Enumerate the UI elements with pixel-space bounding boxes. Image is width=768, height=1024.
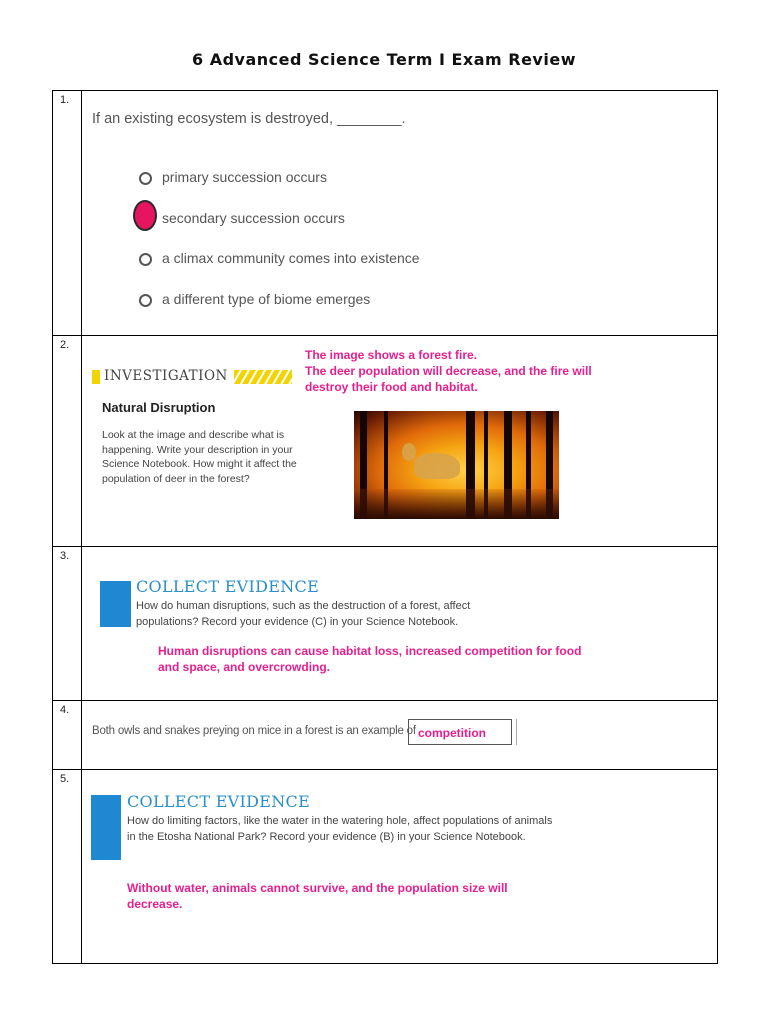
- radio-button[interactable]: [139, 253, 152, 266]
- forest-fire-image: [354, 411, 559, 519]
- question-number: 1.: [60, 94, 70, 106]
- option-label: primary succession occurs: [162, 169, 327, 185]
- question-number: 4.: [60, 704, 70, 716]
- page-title: 6 Advanced Science Term I Exam Review: [192, 50, 576, 69]
- radio-button[interactable]: [139, 172, 152, 185]
- yellow-stripe-icon: [92, 370, 100, 384]
- blue-accent-bar: [100, 581, 131, 627]
- question-row-5: [53, 770, 718, 964]
- question-row-2: [53, 336, 718, 547]
- hatched-stripe-icon: [234, 370, 292, 384]
- collect-evidence-text: How do human disruptions, such as the destruction of a forest, affect populations? Record your evidence (C) in your Science Notebook.: [136, 600, 471, 628]
- collect-evidence-text: How do limiting factors, like the water in the watering hole, affect populations of animals in the Etosha National Park? Record your evidence (B) in your Science Notebook.: [127, 815, 553, 843]
- question-2-content: [82, 336, 718, 547]
- collect-evidence-heading: COLLECT EVIDENCE: [136, 577, 320, 596]
- option-label: a climax community comes into existence: [162, 250, 420, 266]
- question-4-text: Both owls and snakes preying on mice in a forest is an example of: [92, 725, 416, 737]
- answer-line: The deer population will decrease, and the fire will destroy their food and habitat.: [305, 364, 592, 394]
- option-label: secondary succession occurs: [162, 209, 345, 226]
- question-1-content: [82, 91, 718, 336]
- blue-accent-bar: [91, 795, 121, 860]
- radio-button-selected[interactable]: [133, 200, 157, 231]
- answer-input-box[interactable]: [408, 719, 512, 745]
- investigation-text: Look at the image and describe what is happening. Write your description in your Science Notebook. How might it affect the population of deer in the forest?: [102, 429, 297, 485]
- question-1-prompt: If an existing ecosystem is destroyed, ________.: [92, 111, 406, 127]
- investigation-label: INVESTIGATION: [104, 368, 228, 384]
- investigation-header: [92, 368, 292, 386]
- collect-evidence-heading: COLLECT EVIDENCE: [127, 792, 311, 811]
- question-2-answer: [305, 347, 625, 395]
- question-number: 5.: [60, 773, 70, 785]
- question-4-content: [82, 701, 718, 770]
- radio-button[interactable]: [139, 294, 152, 307]
- investigation-subtitle: Natural Disruption: [102, 400, 216, 415]
- question-number: 2.: [60, 339, 70, 351]
- question-5-content: [82, 770, 718, 964]
- question-3-answer: Human disruptions can cause habitat loss, increased competition for food and space, and overcrowding.: [158, 644, 582, 674]
- question-row-1: [53, 91, 718, 336]
- question-5-answer: Without water, animals cannot survive, and the population size will decrease.: [127, 881, 508, 911]
- answer-line: The image shows a forest fire.: [305, 348, 478, 362]
- question-3-content: [82, 547, 718, 701]
- option-label: a different type of biome emerges: [162, 290, 371, 307]
- box-edge: [514, 719, 517, 745]
- question-number: 3.: [60, 550, 70, 562]
- review-table: [52, 90, 718, 964]
- question-4-answer: competition: [418, 726, 486, 740]
- question-row-4: [53, 701, 718, 770]
- question-row-3: [53, 547, 718, 701]
